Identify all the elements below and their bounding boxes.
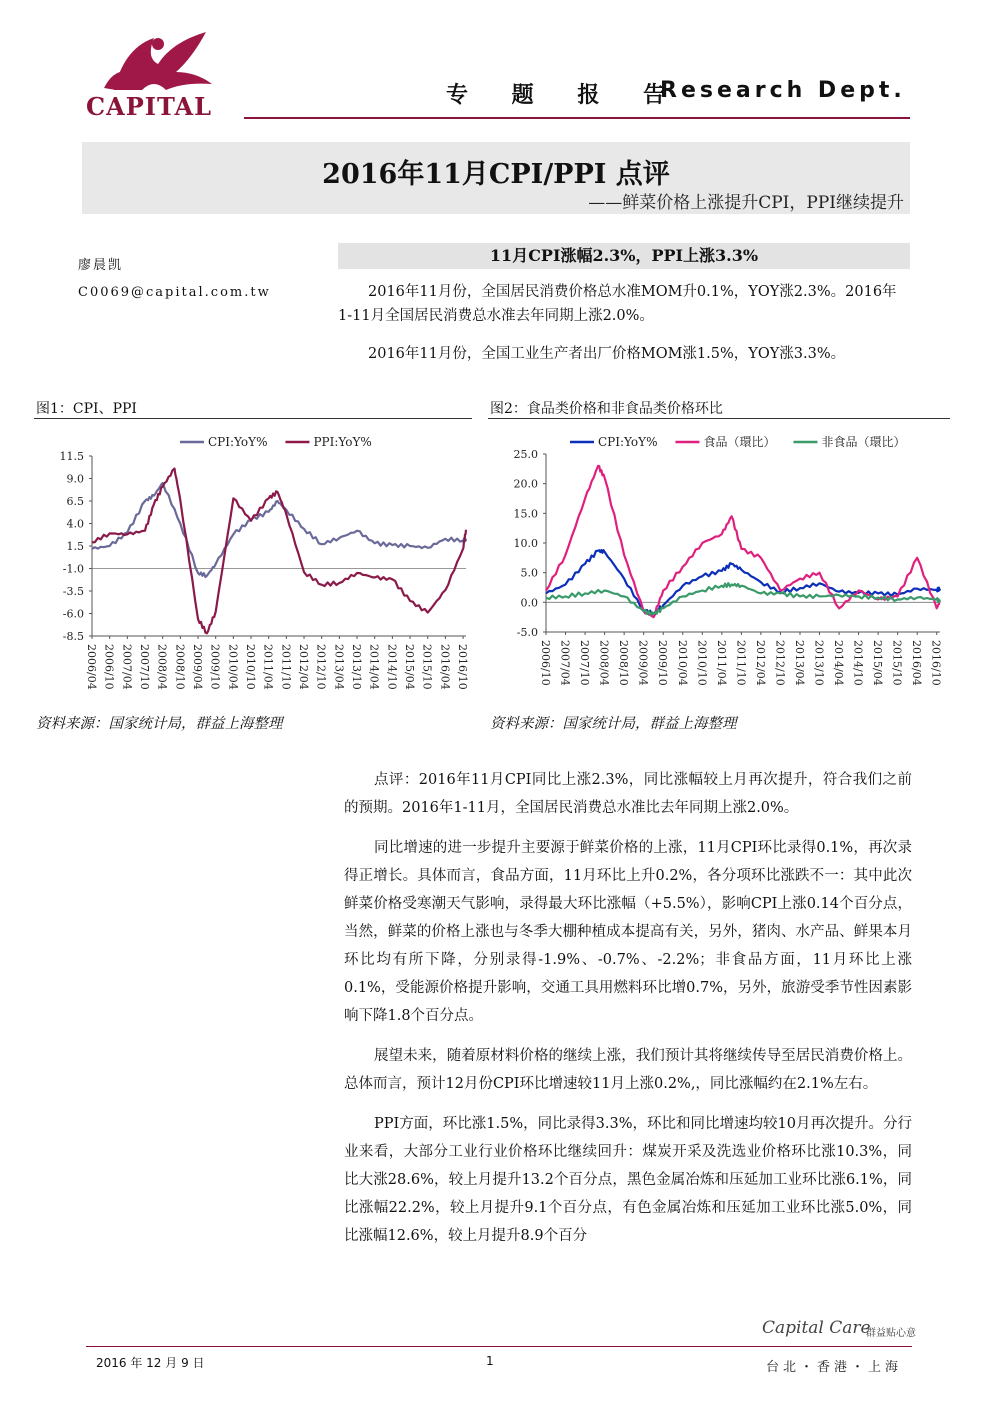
footer-brand-cn: 群益贴心意 bbox=[866, 1328, 916, 1339]
body-paragraph-2: 同比增速的进一步提升主要源于鲜菜价格的上涨，11月CPI环比录得0.1%，再次录得正增长。具体而言，食品方面，11月环比上升0.2%，各分项环比涨跌不一：其中此次鲜菜价格受寒潮天气影响，录得最大环比涨幅（+5.5%），影响CPI上涨0.14个百分点，当然，鲜菜的价格上涨也与冬季大棚种植成本提高有关，另外，猪肉、水产品、鲜果本月环比均有所下降，分别录得-1.9%、-0.7%、-2.2%；非食品方面，11月环比上涨0.1%，受能源价格提升影响，交通工具用燃料环比增0.7%，另外，旅游受季节性因素影响下降1.8个百分点。 bbox=[344, 840, 912, 1024]
author-email[interactable]: C0069@capital.com.tw bbox=[78, 285, 271, 300]
x-tick-label: 2007/10 bbox=[138, 644, 152, 690]
x-tick-label: 2009/04 bbox=[191, 644, 205, 690]
x-tick-label: 2011/10 bbox=[734, 640, 748, 686]
page-number: 1 bbox=[486, 1354, 494, 1368]
y-tick-label: 4.0 bbox=[66, 517, 84, 531]
y-tick-label: 1.5 bbox=[66, 540, 84, 553]
figure-1-caption: 图1：CPI、PPI bbox=[36, 401, 137, 417]
x-tick-label: 2010/10 bbox=[244, 644, 258, 690]
figure-2-source: 资料来源：国家统计局，群益上海整理 bbox=[490, 716, 737, 732]
x-tick-label: 2012/04 bbox=[297, 644, 311, 690]
x-tick-label: 2008/10 bbox=[173, 644, 187, 690]
legend-label: 食品（環比） bbox=[703, 435, 776, 449]
x-tick-label: 2007/04 bbox=[558, 640, 572, 686]
x-tick-label: 2007/04 bbox=[120, 644, 134, 690]
x-tick-label: 2014/10 bbox=[385, 644, 399, 690]
report-title: 2016年11月CPI/PPI 点评 bbox=[322, 159, 670, 190]
author-name: 廖晨凯 bbox=[78, 258, 124, 273]
figure-1-rule bbox=[34, 418, 472, 419]
x-tick-label: 2012/10 bbox=[773, 640, 787, 686]
figure-2-rule bbox=[488, 418, 950, 419]
report-subtitle: ——鲜菜价格上涨提升CPI，PPI继续提升 bbox=[588, 193, 904, 213]
x-tick-label: 2006/10 bbox=[102, 644, 116, 690]
x-tick-label: 2008/04 bbox=[597, 640, 611, 686]
x-tick-label: 2016/10 bbox=[929, 640, 943, 686]
y-tick-label: 5.0 bbox=[520, 566, 538, 580]
x-tick-label: 2013/10 bbox=[812, 640, 826, 686]
x-tick-label: 2015/10 bbox=[890, 640, 904, 686]
legend-label: PPI:YoY% bbox=[313, 435, 372, 449]
series-line bbox=[546, 583, 940, 615]
x-tick-label: 2013/10 bbox=[350, 644, 364, 690]
y-tick-label: 9.0 bbox=[66, 472, 84, 486]
x-tick-label: 2010/10 bbox=[695, 640, 709, 686]
legend-label: 非食品（環比） bbox=[821, 435, 906, 449]
x-tick-label: 2013/04 bbox=[792, 640, 806, 686]
x-tick-label: 2014/04 bbox=[832, 640, 846, 686]
x-tick-label: 2015/10 bbox=[420, 644, 434, 690]
summary-paragraph-1: 2016年11月份，全国居民消费价格总水准MOM升0.1%，YOY涨2.3%。2016年1-11月全国居民消费总水准去年同期上涨2.0%。 bbox=[338, 284, 897, 324]
body-paragraph-3: 展望未来，随着原材料价格的继续上涨，我们预计其将继续传导至居民消费价格上。总体而言，预计12月份CPI环比增速较11月上涨0.2%,，同比涨幅约在2.1%左右。 bbox=[344, 1048, 912, 1092]
body-text bbox=[344, 766, 912, 1262]
y-tick-label: -1.0 bbox=[62, 562, 84, 576]
summary-heading: 11月CPI涨幅2.3%，PPI上涨3.3% bbox=[338, 243, 910, 269]
header-dept: Research Dept. bbox=[660, 78, 906, 103]
footer-brand: Capital Care bbox=[762, 1318, 871, 1338]
legend-label: CPI:YoY% bbox=[208, 435, 268, 449]
title-box bbox=[82, 142, 910, 214]
x-tick-label: 2015/04 bbox=[871, 640, 885, 686]
x-tick-label: 2012/04 bbox=[753, 640, 767, 686]
body-paragraph-1: 点评：2016年11月CPI同比上涨2.3%，同比涨幅较上月再次提升，符合我们之前的预期。2016年1-11月，全国居民消费总水准比去年同期上涨2.0%。 bbox=[344, 772, 912, 816]
x-tick-label: 2010/04 bbox=[675, 640, 689, 686]
footer-rule bbox=[86, 1346, 912, 1347]
x-tick-label: 2006/10 bbox=[539, 640, 552, 686]
header-rule bbox=[244, 117, 910, 119]
y-tick-label: 15.0 bbox=[513, 507, 538, 521]
figure-1-source: 资料来源：国家统计局，群益上海整理 bbox=[36, 716, 283, 732]
x-tick-label: 2015/04 bbox=[403, 644, 417, 690]
x-tick-label: 2008/04 bbox=[155, 644, 169, 690]
x-tick-label: 2009/10 bbox=[208, 644, 222, 690]
y-tick-label: -5.0 bbox=[516, 626, 538, 639]
footer-date: 2016 年 12 月 9 日 bbox=[96, 1356, 205, 1370]
legend-label: CPI:YoY% bbox=[598, 435, 658, 449]
y-tick-label: -6.0 bbox=[62, 607, 84, 621]
x-tick-label: 2014/10 bbox=[851, 640, 865, 686]
x-tick-label: 2006/04 bbox=[85, 644, 98, 690]
x-tick-label: 2014/04 bbox=[367, 644, 381, 690]
y-tick-label: -8.5 bbox=[62, 630, 84, 643]
y-tick-label: 11.5 bbox=[59, 450, 84, 463]
x-tick-label: 2007/10 bbox=[578, 640, 592, 686]
x-tick-label: 2013/04 bbox=[332, 644, 346, 690]
series-line bbox=[92, 469, 466, 634]
y-tick-label: 20.0 bbox=[513, 477, 538, 491]
footer-cities: 台北・香港・上海 bbox=[766, 1360, 903, 1375]
series-line bbox=[546, 466, 940, 617]
x-tick-label: 2010/04 bbox=[226, 644, 240, 690]
y-tick-label: 10.0 bbox=[513, 537, 538, 550]
x-tick-label: 2011/04 bbox=[261, 644, 275, 690]
x-tick-label: 2008/10 bbox=[617, 640, 631, 686]
y-tick-label: 6.5 bbox=[66, 495, 84, 508]
chart-food-nonfood bbox=[488, 422, 950, 708]
x-tick-label: 2016/10 bbox=[456, 644, 470, 690]
logo-text: CAPITAL bbox=[86, 92, 213, 121]
x-tick-label: 2016/04 bbox=[910, 640, 924, 686]
x-tick-label: 2011/10 bbox=[279, 644, 293, 690]
x-tick-label: 2009/04 bbox=[636, 640, 650, 686]
x-tick-label: 2016/04 bbox=[438, 644, 452, 690]
series-line bbox=[546, 550, 940, 614]
body-paragraph-4: PPI方面，环比涨1.5%，同比录得3.3%，环比和同比增速均较10月再次提升。分行业来看，大部分工业行业价格环比继续回升：煤炭开采及洗选业价格环比涨10.3%，同比大涨28.6%，较上月提升13.2个百分点，黑色金属冶炼和压延加工业环比涨6.1%，同比涨幅22.2%，较上月提升9.1个百分点，有色金属冶炼和压延加工业环比涨5.0%，同比涨幅12.6%，较上月提升8.9个百分 bbox=[344, 1116, 912, 1244]
header-title: 专 题 报 告 bbox=[446, 83, 683, 108]
x-tick-label: 2009/10 bbox=[656, 640, 670, 686]
chart-cpi-ppi bbox=[34, 422, 474, 708]
summary-paragraph-2: 2016年11月份，全国工业生产者出厂价格MOM涨1.5%，YOY涨3.3%。 bbox=[368, 346, 846, 362]
figure-2-caption: 图2：食品类价格和非食品类价格环比 bbox=[490, 401, 723, 417]
x-tick-label: 2012/10 bbox=[314, 644, 328, 690]
y-tick-label: -3.5 bbox=[62, 585, 84, 598]
x-tick-label: 2011/04 bbox=[714, 640, 728, 686]
y-tick-label: 0.0 bbox=[520, 596, 538, 610]
y-tick-label: 25.0 bbox=[513, 448, 538, 461]
